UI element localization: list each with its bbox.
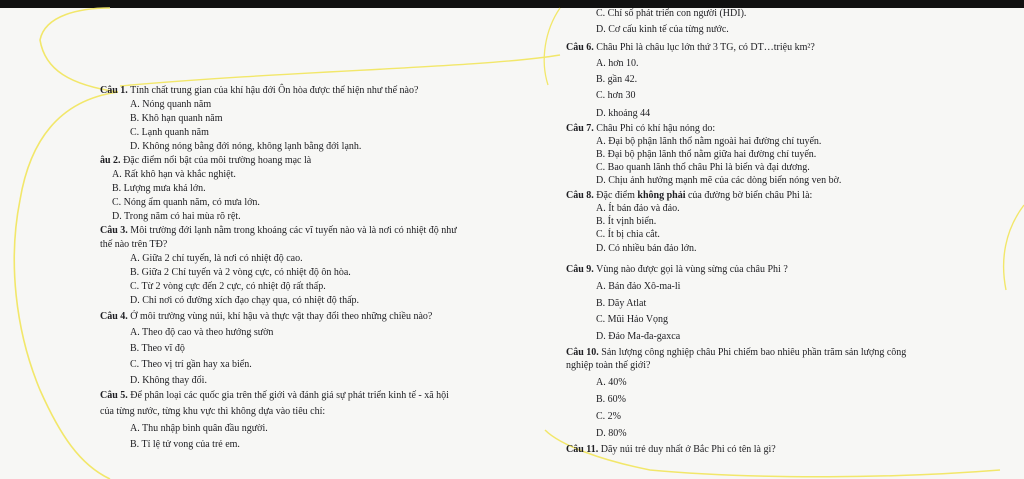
answer-line <box>596 281 680 292</box>
line-text: D. Trong năm có hai mùa rõ rệt. <box>112 211 241 222</box>
line-text: A. Nóng quanh năm <box>130 99 212 110</box>
line-text: D. Chịu ảnh hưởng mạnh mẽ của các dòng biển nóng ven bờ. <box>596 175 842 186</box>
answer-line <box>596 90 635 101</box>
question-line <box>566 123 715 134</box>
answer-line <box>596 136 821 147</box>
line-text: Sản lượng công nghiệp châu Phi chiếm bao nhiêu phần trăm sản lượng công <box>598 347 907 358</box>
line-text: C. 2% <box>596 411 621 422</box>
line-text: D. Chỉ nơi có đường xích đạo chạy qua, có nhiệt độ thấp. <box>130 295 360 306</box>
line-text: Dãy núi trẻ duy nhất ở Bắc Phi có tên là gì? <box>598 444 776 455</box>
question-line <box>566 264 788 275</box>
answer-line <box>596 394 626 405</box>
line-text: Để phân loại các quốc gia trên thế giới và đánh giá sự phát triển kinh tế - xã hội <box>127 390 449 401</box>
line-text: A. Bán đảo Xô-ma-li <box>596 281 681 292</box>
answer-line <box>596 428 627 439</box>
answer-line <box>596 298 646 309</box>
line-text: Ở môi trường vùng núi, khí hậu và thực vật thay đổi theo những chiều nào? <box>127 311 433 322</box>
answer-line <box>596 74 637 85</box>
line-text: Đặc điểm <box>593 190 638 201</box>
answer-line <box>596 243 697 254</box>
line-text: Tính chất trung gian của khí hậu đới Ôn hòa được thể hiện như thế nào? <box>127 85 419 96</box>
question-number: Câu 7. <box>566 123 594 134</box>
answer-line <box>596 8 746 19</box>
line-text: C. Ít bị chia cắt. <box>596 229 660 240</box>
answer-line <box>596 58 639 69</box>
line-text: A. hơn 10. <box>596 58 639 69</box>
answer-line <box>596 229 660 240</box>
question-number: Câu 11. <box>566 444 599 455</box>
answer-line <box>596 149 816 160</box>
line-text: Môi trường đới lạnh nằm trong khoảng các vĩ tuyến nào và là nơi có nhiệt độ như <box>127 225 457 236</box>
question-line <box>566 444 776 455</box>
line-text: B. Lượng mưa khá lớn. <box>112 183 206 194</box>
line-text: C. Bao quanh lãnh thổ châu Phi là biển và đại dương. <box>596 162 810 173</box>
line-text: D. Không nóng bằng đới nóng, không lạnh bằng đới lạnh. <box>130 141 362 152</box>
question-number: Câu 9. <box>566 264 594 275</box>
line-text: B. Giữa 2 Chí tuyến và 2 vòng cực, có nhiệt độ ôn hòa. <box>130 267 351 278</box>
answer-line <box>596 314 668 325</box>
question-number: Câu 1. <box>100 85 128 96</box>
line-text: C. Nóng ẩm quanh năm, có mưa lớn. <box>112 197 260 208</box>
answer-line <box>596 108 650 119</box>
line-text: C. Mũi Hảo Vọng <box>596 314 669 325</box>
question-number: Câu 5. <box>100 390 128 401</box>
line-text: Châu Phi có khí hậu nóng do: <box>593 123 716 134</box>
question-number: Câu 6. <box>566 42 594 53</box>
answer-line <box>596 24 729 35</box>
emphasis-text: không phải <box>637 190 686 201</box>
question-number: Câu 3. <box>100 225 128 236</box>
question-number: âu 2. <box>100 155 121 166</box>
line-text: A. Đại bộ phận lãnh thổ nằm ngoài hai đường chí tuyến. <box>596 136 822 147</box>
line-text: D. 80% <box>596 428 627 439</box>
line-text: C. Chỉ số phát triển con người (HDI). <box>596 8 747 19</box>
line-text-tail: của đường bờ biển châu Phi là: <box>685 190 813 201</box>
line-text: D. Đảo Ma-đa-gaxca <box>596 331 681 342</box>
answer-line <box>596 331 680 342</box>
line-text: Đặc điểm nổi bật của môi trường hoang mạc là <box>120 155 312 166</box>
question-number: Câu 10. <box>566 347 599 358</box>
answer-line <box>596 216 656 227</box>
line-text: A. Theo độ cao và theo hướng sườn <box>130 327 274 338</box>
line-text: A. Ít bán đảo và đảo. <box>596 203 680 214</box>
answer-line <box>596 203 680 214</box>
line-text: B. Khô hạn quanh năm <box>130 113 223 124</box>
line-text: của từng nước, từng khu vực thì không dựa vào tiêu chí: <box>100 406 326 417</box>
line-text: A. Rất khô hạn và khắc nghiệt. <box>112 169 236 180</box>
line-text: C. Theo vị trí gần hay xa biển. <box>130 359 252 370</box>
line-text: B. 60% <box>596 394 626 405</box>
line-text: B. Tỉ lệ tử vong của trẻ em. <box>130 439 240 450</box>
line-text: C. Từ 2 vòng cực đến 2 cực, có nhiệt độ rất thấp. <box>130 281 326 292</box>
line-text: Châu Phi là châu lục lớn thứ 3 TG, có DT…triệu km²? <box>593 42 815 53</box>
question-line <box>566 190 812 201</box>
line-text: A. 40% <box>596 377 627 388</box>
line-text: A. Thu nhập bình quân đầu người. <box>130 423 268 434</box>
line-text: Vùng nào được gọi là vùng sừng của châu Phi ? <box>593 264 788 275</box>
question-number: Câu 4. <box>100 311 128 322</box>
question-number: Câu 8. <box>566 190 594 201</box>
line-text: D. Không thay đổi. <box>130 375 207 386</box>
line-text: A. Giữa 2 chí tuyến, là nơi có nhiệt độ cao. <box>130 253 303 264</box>
line-text: C. Lạnh quanh năm <box>130 127 209 138</box>
answer-line <box>596 162 810 173</box>
line-text: B. Đại bộ phận lãnh thổ nằm giữa hai đường chí tuyến. <box>596 149 817 160</box>
answer-line <box>596 411 621 422</box>
line-text: B. Dãy Atlat <box>596 298 647 309</box>
answer-line <box>596 175 841 186</box>
line-text: D. Cơ cấu kinh tế của từng nước. <box>596 24 729 35</box>
line-text: D. Có nhiều bán đảo lớn. <box>596 243 697 254</box>
line-text: C. hơn 30 <box>596 90 636 101</box>
line-text: B. Theo vĩ độ <box>130 343 185 354</box>
line-text: B. Ít vịnh biển. <box>596 216 657 227</box>
question-line <box>566 347 906 358</box>
line-text: nghiệp toàn thế giới? <box>566 360 651 371</box>
question-line <box>566 42 815 53</box>
line-text: D. khoảng 44 <box>596 108 651 119</box>
line-text: B. gần 42. <box>596 74 638 85</box>
answer-line <box>596 377 627 388</box>
line-text: thế nào trên TĐ? <box>100 239 168 250</box>
answer-line <box>566 360 650 371</box>
